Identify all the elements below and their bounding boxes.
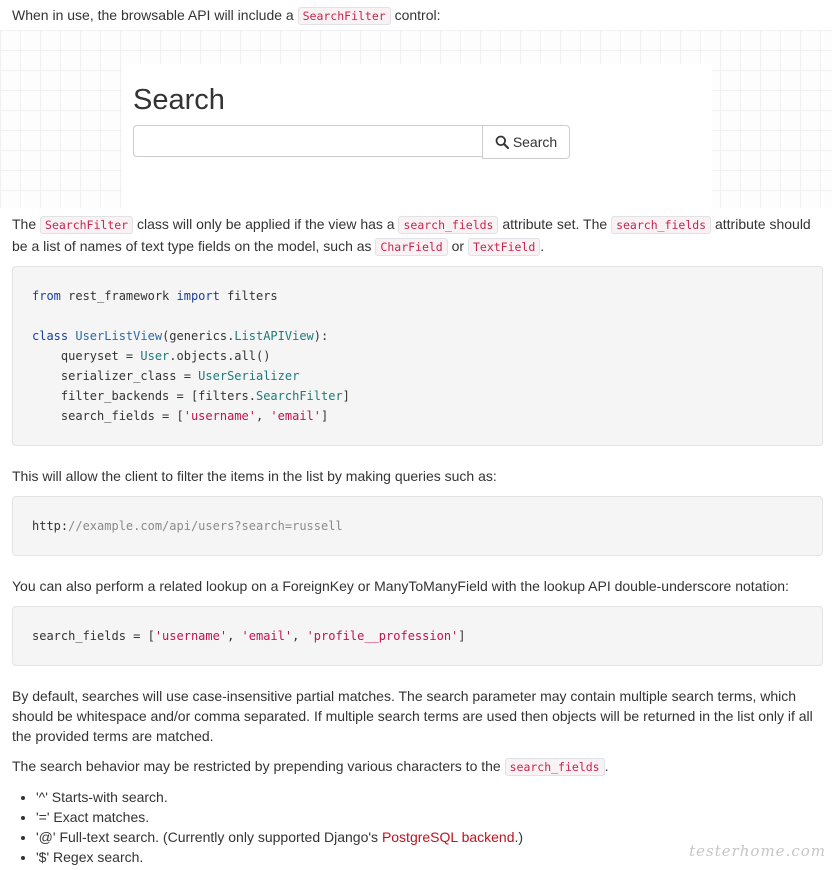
inline-code: SearchFilter bbox=[298, 7, 391, 25]
list-item: • '=' Exact matches. bbox=[36, 807, 523, 827]
text-run: The search behavior may be restricted by prepending various characters to the bbox=[12, 758, 505, 774]
code-text: rest_framework bbox=[60, 289, 177, 303]
code-keyword: class bbox=[32, 329, 69, 343]
search-demo-title: Search bbox=[133, 84, 225, 116]
list-item bbox=[36, 827, 523, 847]
code-text: queryset = bbox=[32, 349, 141, 363]
code-text: ] bbox=[321, 409, 329, 423]
intro-text-end: control: bbox=[390, 7, 441, 23]
text-run: '@' Full-text search. (Currently only supported Django's bbox=[36, 829, 382, 845]
search-demo-card bbox=[122, 64, 712, 208]
text-run: attribute set. The bbox=[498, 216, 612, 232]
text-run: attribute should be a list of names of text type fields on the model, such as bbox=[12, 216, 811, 254]
code-string: 'email' bbox=[270, 409, 321, 423]
magnifier-icon bbox=[495, 135, 509, 149]
search-button[interactable] bbox=[482, 125, 570, 159]
code-comment: //example.com/api/users?search=russell bbox=[68, 519, 343, 533]
code-class-ref: User bbox=[140, 349, 170, 363]
code-text: , bbox=[227, 629, 242, 643]
code-text: serializer_class = bbox=[32, 369, 199, 383]
code-block-view bbox=[12, 266, 823, 446]
code-text: filter_backends = [filters. bbox=[32, 389, 256, 403]
code-keyword: from bbox=[32, 289, 61, 303]
code-class-name: UserListView bbox=[75, 329, 163, 343]
inline-code: CharField bbox=[375, 238, 447, 256]
code-text: , bbox=[292, 629, 307, 643]
inline-code: search_fields bbox=[505, 758, 605, 776]
text-run: .) bbox=[514, 829, 524, 845]
code-string: 'username' bbox=[154, 629, 228, 643]
search-prefix-list bbox=[12, 787, 523, 867]
list-item: • '$' Regex search. bbox=[36, 847, 523, 867]
code-class-ref: UserSerializer bbox=[198, 369, 300, 383]
code-text: .objects.all() bbox=[169, 349, 271, 363]
code-text: (generics. bbox=[162, 329, 235, 343]
text-run: The bbox=[12, 216, 41, 232]
intro-text: When in use, the browsable API will include a bbox=[12, 7, 298, 23]
code-string: 'username' bbox=[183, 409, 256, 423]
code-text: ): bbox=[313, 329, 329, 343]
queries-paragraph: This will allow the client to filter the items in the list by making queries such as: bbox=[12, 468, 497, 484]
text-run: or bbox=[447, 238, 468, 254]
text-run: class will only be applied if the view has a bbox=[133, 216, 399, 232]
lookup-paragraph: You can also perform a related lookup on a ForeignKey or ManyToManyField with the lookup API double-underscore notation: bbox=[12, 578, 789, 594]
intro-paragraph bbox=[12, 5, 441, 26]
code-text: ] bbox=[342, 389, 350, 403]
text-run: . bbox=[540, 238, 545, 254]
list-item: • '^' Starts-with search. bbox=[36, 787, 523, 807]
inline-code: SearchFilter bbox=[40, 216, 133, 234]
code-text: search_fields = [ bbox=[32, 409, 184, 423]
code-text: ] bbox=[458, 629, 466, 643]
code-string: 'email' bbox=[241, 629, 293, 643]
inline-code: search_fields bbox=[611, 216, 711, 234]
code-class-ref: SearchFilter bbox=[255, 389, 343, 403]
watermark: testerhome.com bbox=[689, 842, 826, 860]
default-paragraph: By default, searches will use case-insensitive partial matches. The search parameter may contain multiple search terms, which should be whitespace and/or comma separated. If multiple search terms are used then objects will be returned in the list only if all the provided terms are matched. bbox=[12, 688, 813, 744]
behavior-paragraph bbox=[12, 756, 609, 777]
code-text: http: bbox=[32, 519, 69, 533]
search-input[interactable] bbox=[133, 125, 482, 157]
code-text: search_fields = [ bbox=[32, 629, 155, 643]
search-button-label: Search bbox=[512, 134, 558, 150]
search-demo-panel bbox=[0, 30, 832, 208]
code-block-lookup bbox=[12, 606, 823, 666]
text-run: . bbox=[604, 758, 609, 774]
code-text: filters bbox=[219, 289, 278, 303]
code-class-ref: ListAPIView bbox=[234, 329, 314, 343]
inline-code: search_fields bbox=[398, 216, 498, 234]
code-text: , bbox=[255, 409, 271, 423]
search-fields-paragraph bbox=[12, 214, 823, 258]
code-keyword: import bbox=[176, 289, 220, 303]
inline-code: TextField bbox=[468, 238, 540, 256]
code-block-url bbox=[12, 496, 823, 556]
postgresql-backend-link[interactable]: PostgreSQL backend bbox=[381, 829, 515, 845]
code-string: 'profile__profession' bbox=[306, 629, 459, 643]
